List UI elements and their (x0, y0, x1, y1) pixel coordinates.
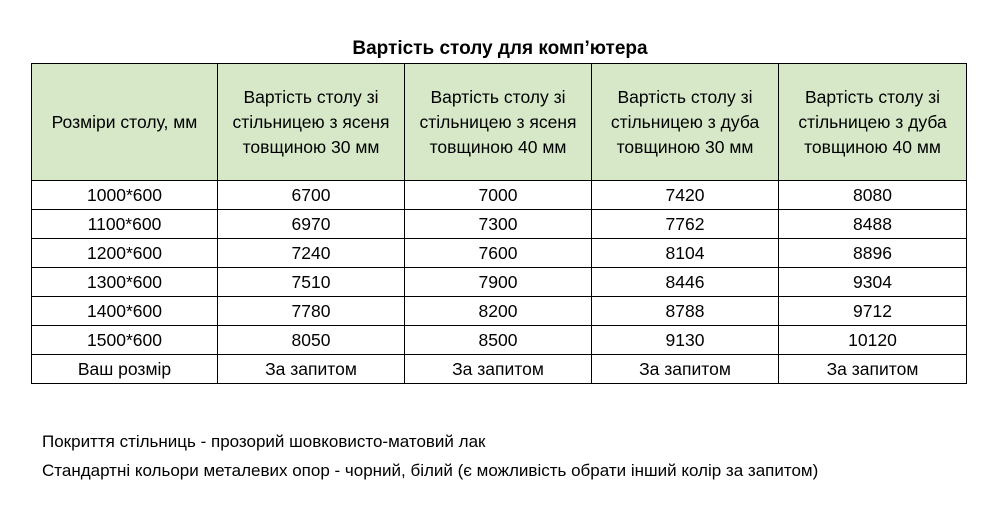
table-cell: 7300 (405, 210, 592, 239)
header-cell-ash-30: Вартість столу зі стільницею з ясеня товщиною 30 мм (218, 64, 405, 181)
table-cell: 6700 (218, 181, 405, 210)
table-row (32, 268, 967, 297)
table-row (32, 181, 967, 210)
table-cell: 7240 (218, 239, 405, 268)
table-cell: 9712 (779, 297, 967, 326)
page-title: Вартість столу для комп’ютера (352, 38, 648, 59)
table-cell: 7900 (405, 268, 592, 297)
header-cell-oak-30: Вартість столу зі стільницею з дуба товщиною 30 мм (592, 64, 779, 181)
table-cell: 7510 (218, 268, 405, 297)
table-row (32, 210, 967, 239)
table-cell: Ваш розмір (32, 355, 218, 384)
notes (42, 427, 818, 485)
table-cell: 6970 (218, 210, 405, 239)
table-cell: 8488 (779, 210, 967, 239)
table-cell: 7420 (592, 181, 779, 210)
table-cell: 8896 (779, 239, 967, 268)
table-row (32, 326, 967, 355)
table-cell: 7780 (218, 297, 405, 326)
table-cell: 8788 (592, 297, 779, 326)
table-cell: 1400*600 (32, 297, 218, 326)
table-cell: За запитом (592, 355, 779, 384)
table-header-row (32, 64, 967, 181)
table-cell: 1000*600 (32, 181, 218, 210)
header-cell-size: Розміри столу, мм (32, 64, 218, 181)
table-cell: 1500*600 (32, 326, 218, 355)
table-row (32, 239, 967, 268)
table-cell: 7762 (592, 210, 779, 239)
table-cell: 8500 (405, 326, 592, 355)
table-cell: 1200*600 (32, 239, 218, 268)
table-cell: 7000 (405, 181, 592, 210)
table-cell: 9130 (592, 326, 779, 355)
table-cell: 8200 (405, 297, 592, 326)
table-cell: 10120 (779, 326, 967, 355)
table-cell: За запитом (779, 355, 967, 384)
table-cell: 8446 (592, 268, 779, 297)
price-table (31, 63, 967, 384)
table-cell: За запитом (405, 355, 592, 384)
table-cell: 8080 (779, 181, 967, 210)
table-cell: 8104 (592, 239, 779, 268)
table-row (32, 297, 967, 326)
table-cell: 1100*600 (32, 210, 218, 239)
table-cell: 8050 (218, 326, 405, 355)
header-cell-ash-40: Вартість столу зі стільницею з ясеня товщиною 40 мм (405, 64, 592, 181)
table-cell: 9304 (779, 268, 967, 297)
note-coating: Покриття стільниць - прозорий шовковисто-матовий лак (42, 432, 486, 451)
table-cell: 7600 (405, 239, 592, 268)
table-cell: За запитом (218, 355, 405, 384)
note-colors: Стандартні кольори металевих опор - чорний, білий (є можливість обрати інший колір за запитом) (42, 461, 819, 480)
table-row-custom-size (32, 355, 967, 384)
table-cell: 1300*600 (32, 268, 218, 297)
header-cell-oak-40: Вартість столу зі стільницею з дуба товщиною 40 мм (779, 64, 967, 181)
